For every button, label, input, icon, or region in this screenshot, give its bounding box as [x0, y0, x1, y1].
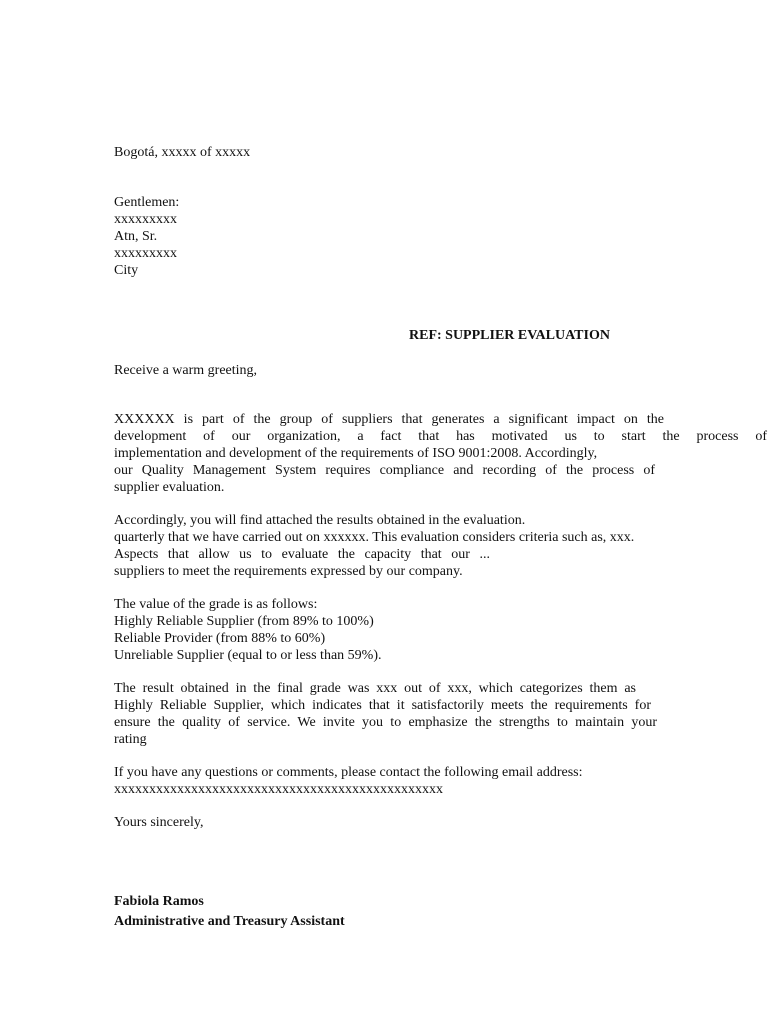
paragraph-2-line: Aspects that allow us to evaluate the capacity that our ...	[114, 547, 490, 562]
paragraph-2-line: suppliers to meet the requirements expressed by our company.	[114, 564, 463, 579]
recipient-attention: Atn, Sr.	[114, 229, 158, 244]
greeting: Receive a warm greeting,	[114, 363, 258, 378]
signature-title: Administrative and Treasury Assistant	[114, 914, 345, 929]
paragraph-1-line: our Quality Management System requires compliance and recording of the process of	[114, 463, 655, 478]
place-date: Bogotá, xxxxx of xxxxx	[114, 145, 251, 160]
closing: Yours sincerely,	[114, 815, 204, 830]
paragraph-2-line: quarterly that we have carried out on xxxxxx. This evaluation considers criteria such as, xxx.	[114, 530, 635, 545]
contact-email: xxxxxxxxxxxxxxxxxxxxxxxxxxxxxxxxxxxxxxxxxxxxxxx	[114, 782, 443, 797]
paragraph-1-line: development of our organization, a fact that has motivated us to start the process of	[114, 429, 767, 444]
paragraph-1-line: XXXXXX is part of the group of suppliers that generates a significant impact on the	[114, 412, 664, 427]
paragraph-1-line: implementation and development of the requirements of ISO 9001:2008. Accordingly,	[114, 446, 598, 461]
grade-scale-item: Unreliable Supplier (equal to or less than 59%).	[114, 648, 382, 663]
recipient-city: City	[114, 263, 139, 278]
paragraph-3-line: ensure the quality of service. We invite you to emphasize the strengths to maintain your	[114, 715, 657, 730]
recipient-company: xxxxxxxxx	[114, 212, 177, 227]
contact-text: If you have any questions or comments, please contact the following email address:	[114, 765, 583, 780]
paragraph-3-line: Highly Reliable Supplier, which indicates that it satisfactorily meets the requirements for	[114, 698, 651, 713]
grade-scale-item: Highly Reliable Supplier (from 89% to 100%)	[114, 614, 374, 629]
salutation: Gentlemen:	[114, 195, 180, 210]
paragraph-3-line: The result obtained in the final grade was xxx out of xxx, which categorizes them as	[114, 681, 636, 696]
signature-name: Fabiola Ramos	[114, 894, 204, 909]
paragraph-2-line: Accordingly, you will find attached the results obtained in the evaluation.	[114, 513, 526, 528]
paragraph-3-line: rating	[114, 732, 147, 747]
grade-scale-intro: The value of the grade is as follows:	[114, 597, 318, 612]
recipient-name: xxxxxxxxx	[114, 246, 177, 261]
reference-line: REF: SUPPLIER EVALUATION	[409, 328, 610, 343]
paragraph-1-line: supplier evaluation.	[114, 480, 225, 495]
grade-scale-item: Reliable Provider (from 88% to 60%)	[114, 631, 326, 646]
